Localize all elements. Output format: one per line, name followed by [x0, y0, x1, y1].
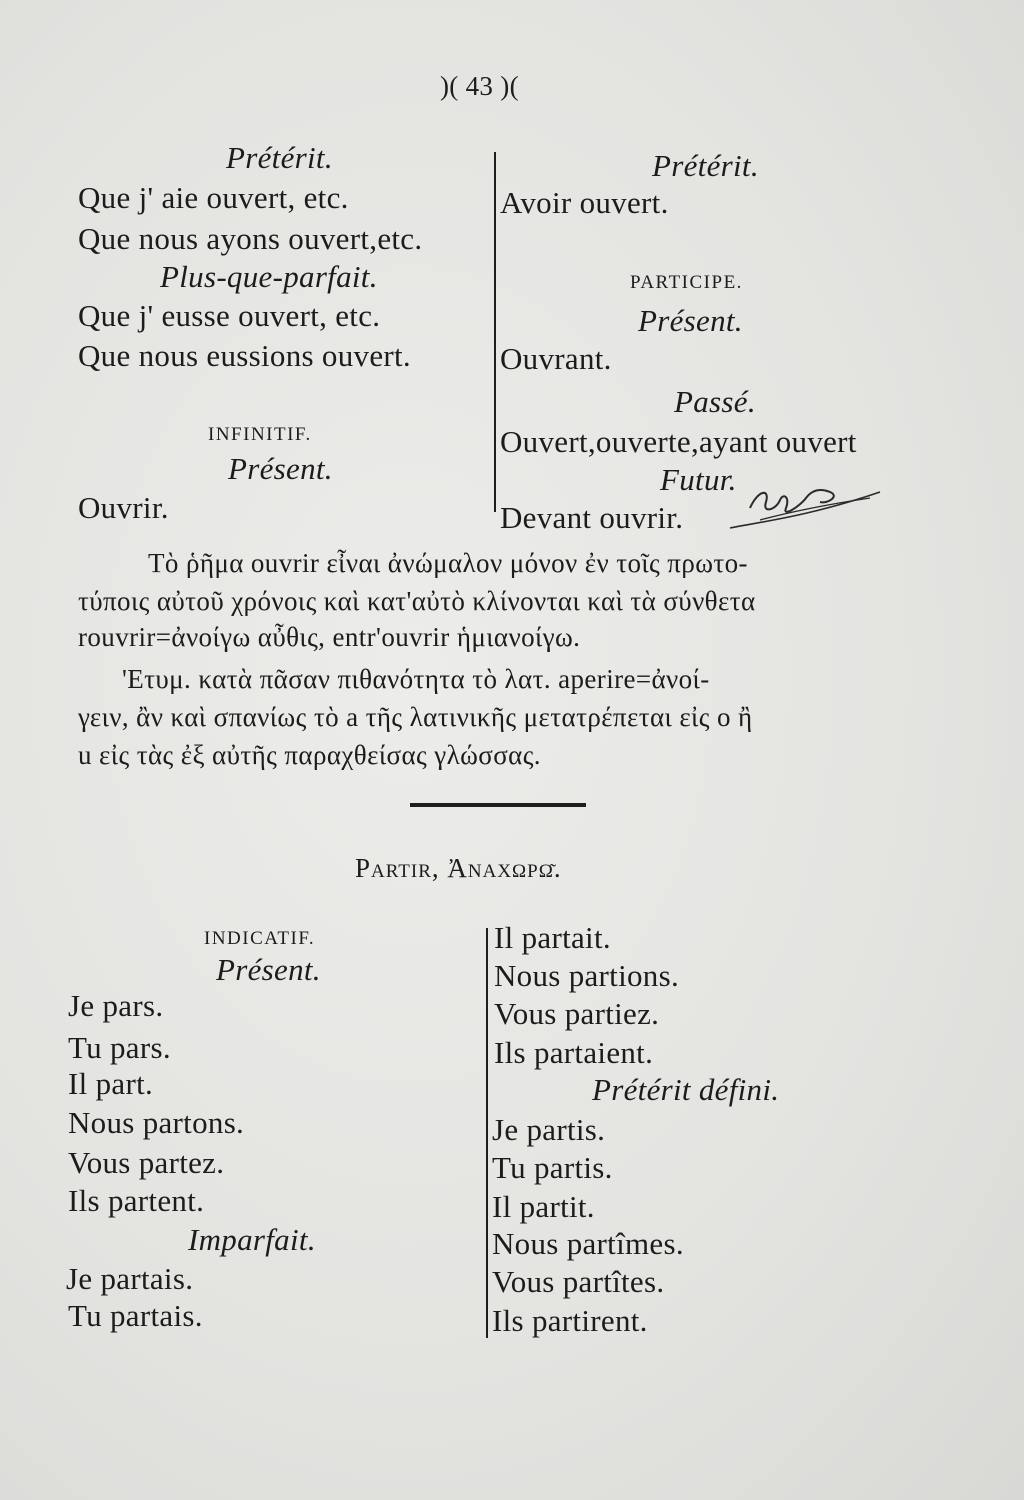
preterit-heading-left: Prétérit.	[226, 140, 333, 175]
conjugation-line: Ils partirent.	[492, 1303, 648, 1338]
conjugation-line: Nous partions.	[494, 958, 680, 993]
conjugation-line: Il part.	[68, 1066, 154, 1101]
greek-note-line: 'Ετυμ. κατὰ πᾶσαν πιθανότητα τὸ λατ. aperire=ἀνοί-	[122, 664, 710, 694]
verb-line: Que j' aie ouvert, etc.	[78, 180, 349, 215]
greek-note-line: Τὸ ῥῆμα ouvrir εἶναι ἀνώμαλον μόνον ἐν τοῖς πρωτο-	[148, 548, 748, 578]
conjugation-line: Tu pars.	[68, 1030, 171, 1065]
column-divider-top	[494, 152, 496, 512]
section-title: Partir, Ἀναχωρῶ.	[355, 853, 562, 883]
conjugation-line: Il partit.	[492, 1189, 595, 1224]
conjugation-line: Tu partais.	[68, 1298, 203, 1333]
conjugation-line: Il partait.	[494, 920, 611, 955]
greek-note-line: τύποις αὐτοῦ χρόνοις καὶ κατ'αὐτὸ κλίνονται καὶ τὰ σύνθετα	[78, 586, 756, 616]
column-divider-bottom	[486, 928, 488, 1338]
verb-line: Avoir ouvert.	[500, 185, 669, 220]
verb-line: Devant ouvrir.	[500, 500, 684, 535]
conjugation-line: Je partais.	[66, 1261, 194, 1296]
greek-note-line: rouvrir=ἀνοίγω αὖθις, entr'ouvrir ἡμιανοίγω.	[78, 622, 581, 652]
verb-line: Que nous ayons ouvert,etc.	[78, 221, 423, 256]
verb-line: Ouvrir.	[78, 490, 169, 525]
conjugation-line: Vous partîtes.	[492, 1264, 665, 1299]
conjugation-line: Vous partez.	[68, 1145, 225, 1180]
preterit-heading-right: Prétérit.	[652, 148, 759, 183]
futur-heading: Futur.	[660, 462, 737, 497]
present-heading-bottom: Présent.	[216, 952, 321, 987]
present-heading-left: Présent.	[228, 451, 333, 486]
infinitif-label: INFINITIF.	[208, 424, 312, 445]
greek-note-line: u εἰς τὰς ἐξ αὐτῆς παραχθείσας γλώσσας.	[78, 740, 541, 770]
greek-note-line: γειν, ἂν καὶ σπανίως τὸ a τῆς λατινικῆς μετατρέπεται εἰς o ἢ	[78, 702, 753, 732]
handwritten-signature	[720, 470, 890, 540]
plusqueparfait-heading: Plus-que-parfait.	[160, 259, 378, 294]
indicatif-label: INDICATIF.	[204, 928, 316, 949]
participe-label: PARTICIPE.	[630, 272, 743, 293]
preterit-defini-heading: Prétérit défini.	[592, 1072, 780, 1107]
section-separator	[410, 803, 586, 807]
conjugation-line: Nous partîmes.	[492, 1226, 684, 1261]
conjugation-line: Ils partent.	[68, 1183, 205, 1218]
conjugation-line: Ils partaient.	[494, 1035, 654, 1070]
page-number: )( 43 )(	[440, 71, 519, 101]
verb-line: Que nous eussions ouvert.	[78, 338, 411, 373]
conjugation-line: Tu partis.	[492, 1150, 613, 1185]
conjugation-line: Vous partiez.	[494, 996, 660, 1031]
verb-line: Que j' eusse ouvert, etc.	[78, 298, 381, 333]
verb-line: Ouvrant.	[500, 341, 612, 376]
passe-heading: Passé.	[674, 384, 756, 419]
verb-line: Ouvert,ouverte,ayant ouvert	[500, 424, 857, 459]
conjugation-line: Je pars.	[68, 988, 164, 1023]
present-heading-right: Présent.	[638, 303, 743, 338]
conjugation-line: Nous partons.	[68, 1105, 245, 1140]
imparfait-heading: Imparfait.	[188, 1222, 316, 1257]
conjugation-line: Je partis.	[492, 1112, 606, 1147]
